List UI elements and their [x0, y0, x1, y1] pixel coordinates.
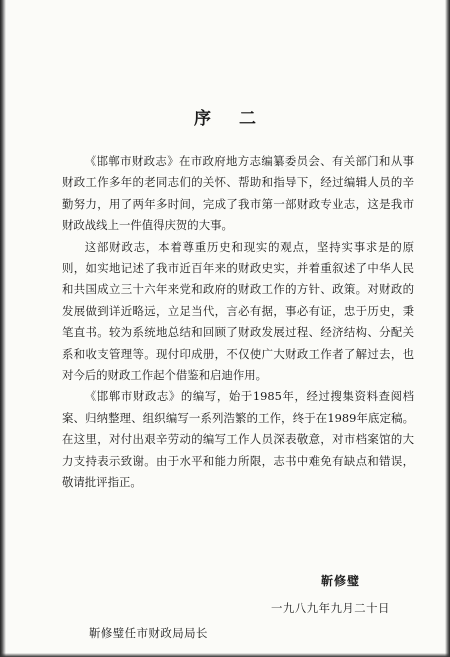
scan-edge-left — [0, 0, 6, 657]
paragraph-2: 这部财政志，本着尊重历史和现实的观点，坚持实事求是的原则，如实地记述了我市近百年来的财政史实，并着重叙述了中华人民和共国成立三十六年来党和政府的财政工作的方针、政策。对财政的发展做到详近略远，立足当代，言必有据，事必有证，忠于历史，秉笔直书。较为系统地总结和回顾了财政发展过程、经济结构、分配关系和收支管理等。现付印成册，不仅使广大财政工作者了解过去，也对今后的财政工作起个借鉴和启迪作用。 — [62, 239, 414, 383]
page-title: 序二 — [194, 109, 284, 129]
signature: 靳修璧 — [321, 574, 361, 588]
author-note: 靳修璧任市财政局局长 — [89, 626, 208, 640]
paragraph-1: 《邯郸市财政志》在市政府地方志编纂委员会、有关部门和从事财政工作多年的老同志们的关怀、帮助和指导下，经过编辑人员的辛勤努力，用了两年多时间，完成了我市第一部财政专业志，这是我市财政战线上一件值得庆贺的大事。 — [62, 154, 414, 233]
preface-body — [62, 151, 414, 494]
scan-edge-right — [445, 0, 450, 657]
date-line: 一九八九年九月二十日 — [271, 601, 390, 615]
paragraph-3: 《邯郸市财政志》的编写，始于1985年，经过搜集资料查阅档案、归纳整理、组织编写一系列浩繁的工作，终于在1989年底定稿。在这里，对付出艰辛劳动的编写工作人员深表敬意，对市档案馆的大力支持表示致谢。由于水平和能力所限，志书中难免有缺点和错误，敬请批评指正。 — [62, 389, 414, 490]
scan-edge-bottom — [0, 653, 450, 657]
